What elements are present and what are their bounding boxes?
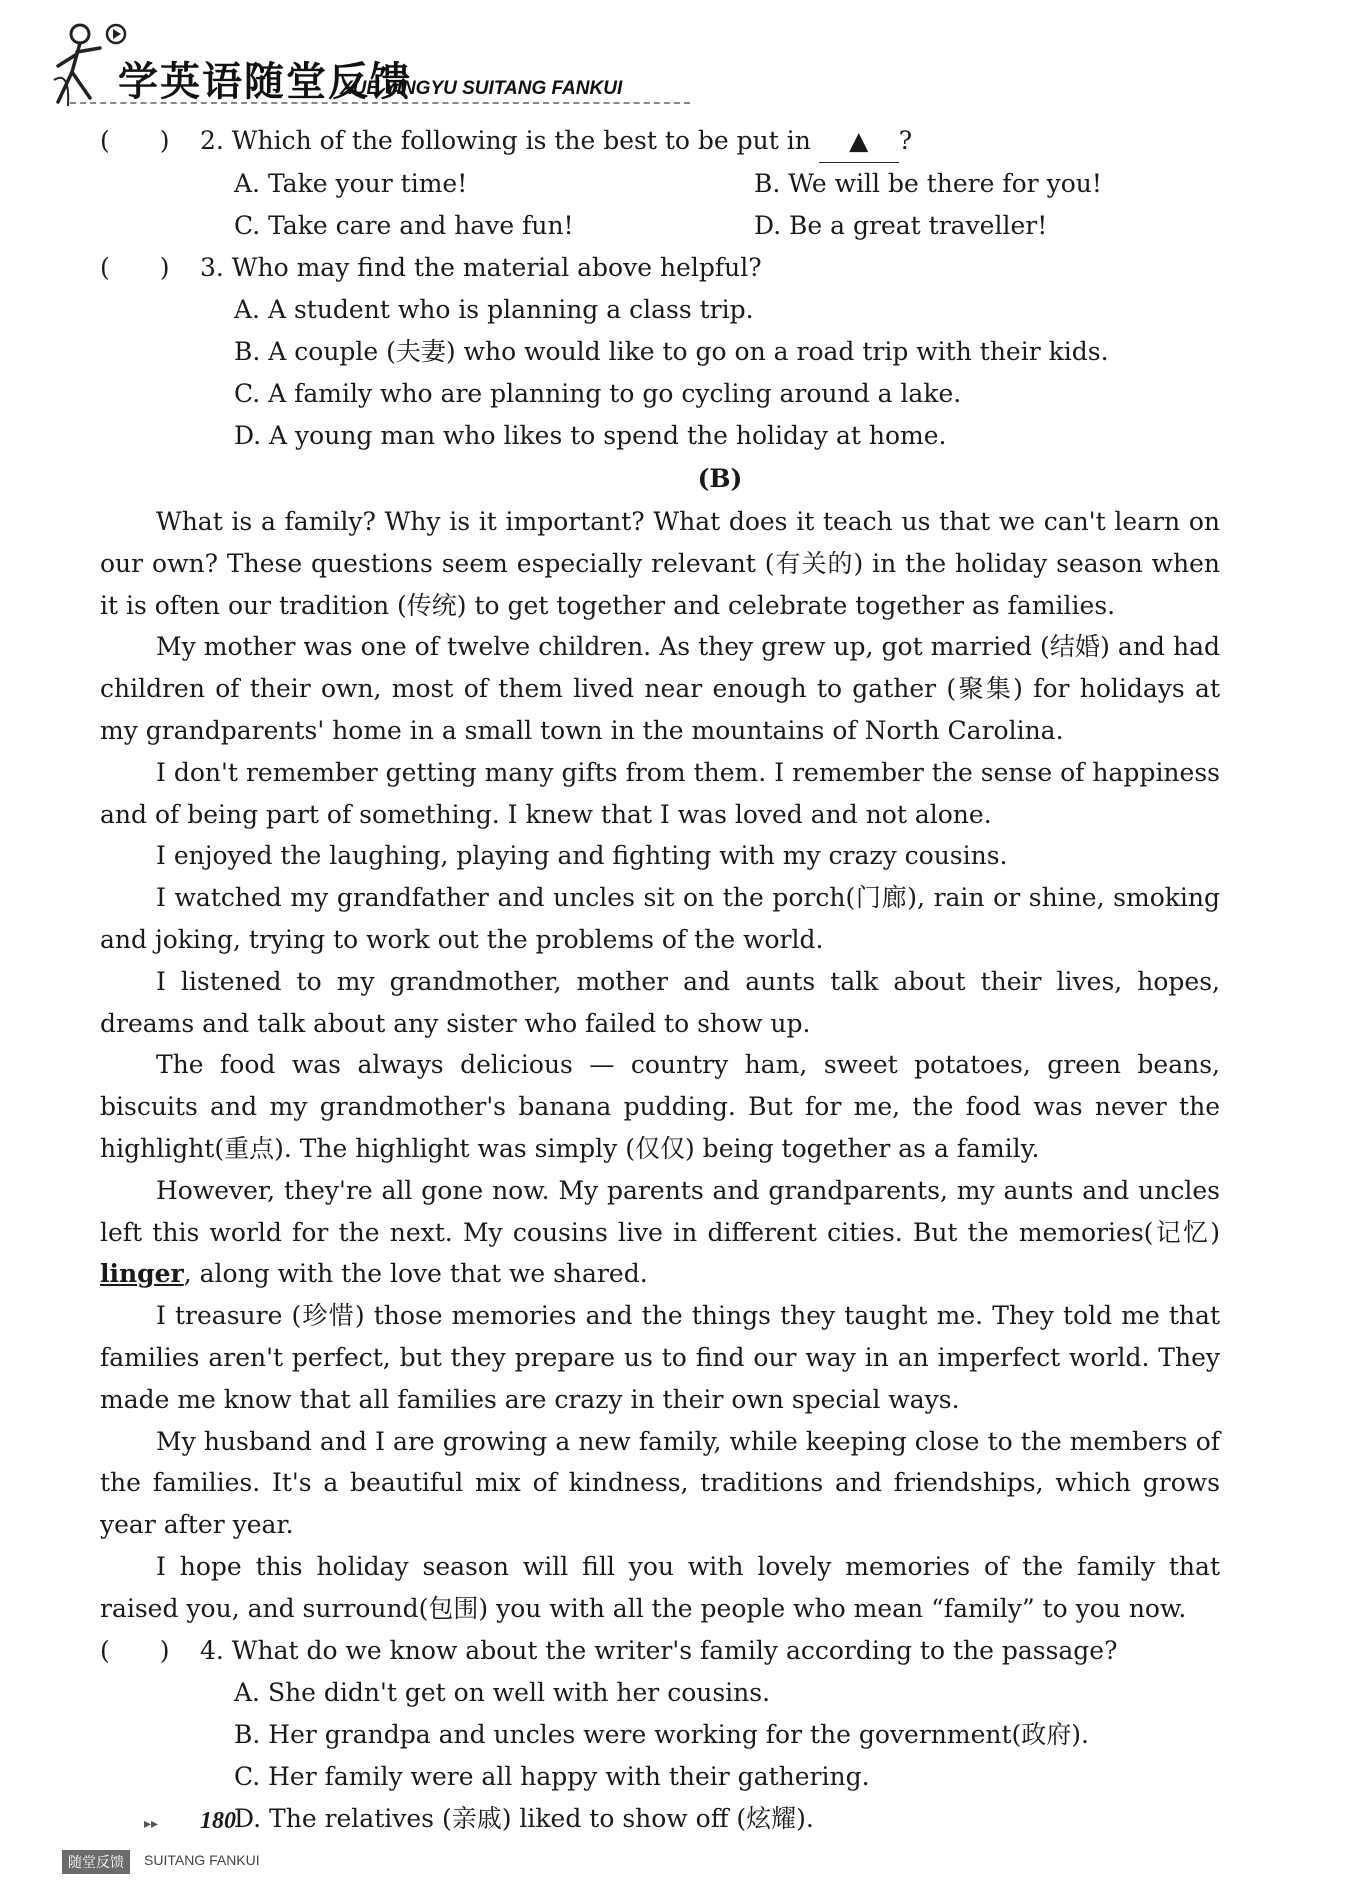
- page-footer: [62, 1800, 462, 1880]
- passage-paragraph: I enjoyed the laughing, playing and fighting with my crazy cousins.: [156, 841, 1008, 871]
- question-stem: ( ) 2. Which of the following is the best to be put in ▲ ?: [100, 120, 1220, 163]
- series-title-en: XUE YINGYU SUITANG FANKUI: [340, 78, 623, 99]
- option-a: A. She didn't get on well with her cousins.: [234, 1677, 771, 1707]
- question-stem: ( ) 4. What do we know about the writer's family according to the passage?: [100, 1630, 1220, 1672]
- question-3: [100, 247, 1220, 457]
- option-b: B. We will be there for you!: [754, 169, 1102, 198]
- passage-paragraph: My husband and I are growing a new family, while keeping close to the members of the families. It's a beautiful mix of kindness, traditions and friendships, which grows year after year.: [100, 1426, 1220, 1540]
- option-d: D. The relatives (亲戚) liked to show off (炫耀).: [234, 1803, 814, 1833]
- option-b: B. Her grandpa and uncles were working for the government(政府).: [234, 1719, 1090, 1749]
- double-arrow-icon: ▸▸: [144, 1816, 159, 1832]
- answer-paren[interactable]: ( ): [100, 253, 170, 282]
- option-c: C. A family who are planning to go cycling around a lake.: [234, 379, 962, 408]
- page-content: [100, 120, 1220, 1840]
- page-header: [50, 20, 1310, 110]
- option-a: A. A student who is planning a class trip.: [234, 295, 754, 324]
- triangle-marker-icon: ▲: [849, 126, 869, 155]
- passage-paragraph: What is a family? Why is it important? What does it teach us that we can't learn on our own? These questions seem especially relevant (有关的) in the holiday season when it is often our tradition (传统) to get together and celebrate together as families.: [100, 507, 1220, 620]
- passage-b: [100, 501, 1220, 1630]
- header-divider: [70, 102, 690, 104]
- answer-paren[interactable]: ( ): [100, 126, 170, 155]
- passage-paragraph: I hope this holiday season will fill you with lovely memories of the family that raised you, and surround(包围) you with all the people who mean “family” to you now.: [100, 1551, 1220, 1623]
- passage-paragraph: I listened to my grandmother, mother and aunts talk about their lives, hopes, dreams and talk about any sister who failed to show up.: [100, 966, 1220, 1038]
- answer-paren[interactable]: ( ): [100, 1635, 170, 1665]
- option-d: D. A young man who likes to spend the holiday at home.: [234, 421, 947, 450]
- passage-paragraph: My mother was one of twelve children. As they grew up, got married (结婚) and had children of their own, most of them lived near enough to gather (聚集) for holidays at my grandparents' home in a small town in the mountains of North Carolina.: [100, 632, 1220, 745]
- passage-paragraph: I don't remember getting many gifts from them. I remember the sense of happiness and of being part of something. I knew that I was loved and not alone.: [100, 757, 1220, 829]
- option-a: A. Take your time!: [234, 169, 468, 198]
- series-title-cn: 学英语随堂反馈: [118, 59, 412, 105]
- option-b: B. A couple (夫妻) who would like to go on a road trip with their kids.: [234, 337, 1109, 366]
- answer-blank: [819, 120, 899, 163]
- question-2: [100, 120, 1220, 247]
- footer-series-en: SUITANG FANKUI: [144, 1852, 260, 1868]
- section-b-title: (B): [697, 464, 743, 493]
- option-d: D. Be a great traveller!: [754, 211, 1048, 240]
- passage-paragraph: I treasure (珍惜) those memories and the things they taught me. They told me that families aren't perfect, but they prepare us to find our way in an imperfect world. They made me know that all families are crazy in their own special ways.: [100, 1301, 1220, 1414]
- footer-badge: 随堂反馈: [62, 1850, 130, 1874]
- question-stem: ( ) 3. Who may find the material above helpful?: [100, 247, 1220, 289]
- highlighted-word-linger: linger: [100, 1259, 184, 1289]
- passage-paragraph: The food was always delicious — country ham, sweet potatoes, green beans, biscuits and my grandmother's banana pudding. But for me, the food was never the highlight(重点). The highlight was simply (仅仅) being together as a family.: [100, 1050, 1220, 1163]
- passage-paragraph: However, they're all gone now. My parents and grandparents, my aunts and uncles left this world for the next. My cousins live in different cities. But the memories(记忆) linger, along with the love that we shared.: [100, 1175, 1220, 1289]
- option-c: C. Take care and have fun!: [234, 211, 574, 240]
- options-row: [100, 205, 1220, 247]
- option-c: C. Her family were all happy with their gathering.: [234, 1761, 870, 1791]
- options-row: [100, 163, 1220, 205]
- passage-paragraph: I watched my grandfather and uncles sit on the porch(门廊), rain or shine, smoking and joking, trying to work out the problems of the world.: [100, 883, 1220, 954]
- page-number: 180: [200, 1808, 236, 1834]
